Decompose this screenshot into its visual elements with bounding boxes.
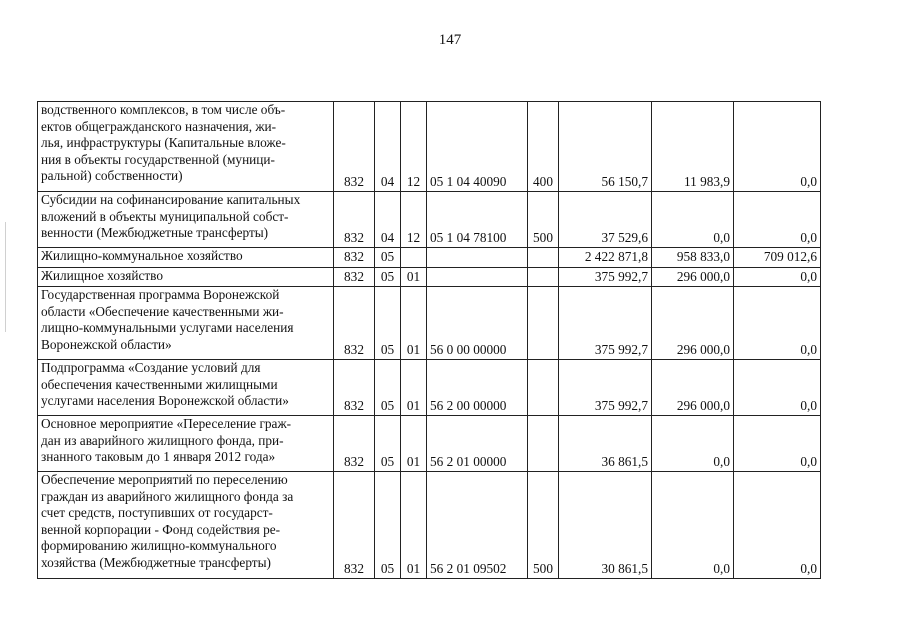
amount-year-2: 11 983,9 [652, 102, 734, 192]
target-article-code [427, 267, 528, 287]
subsection-code: 01 [401, 287, 427, 360]
section-code: 05 [375, 360, 401, 416]
expense-type-code: 500 [528, 192, 559, 248]
target-article-code: 56 2 00 00000 [427, 360, 528, 416]
expense-type-code [528, 267, 559, 287]
amount-year-3: 0,0 [734, 267, 821, 287]
expense-type-code: 400 [528, 102, 559, 192]
budget-table [37, 101, 821, 579]
subsection-code: 12 [401, 102, 427, 192]
table-row [38, 267, 821, 287]
scan-margin-mark [5, 222, 6, 332]
target-article-code: 56 2 01 00000 [427, 416, 528, 472]
amount-year-1: 37 529,6 [559, 192, 652, 248]
row-name: Основное мероприятие «Переселение граж- дан из аварийного жилищного фонда, при- знанного таковым до 1 января 2012 года» [38, 416, 334, 472]
section-code: 05 [375, 416, 401, 472]
amount-year-3: 709 012,6 [734, 248, 821, 268]
amount-year-1: 30 861,5 [559, 472, 652, 579]
row-name: Подпрограмма «Создание условий для обеспечения качественными жилищными услугами населения Воронежской области» [38, 360, 334, 416]
ministry-code: 832 [334, 416, 375, 472]
ministry-code: 832 [334, 472, 375, 579]
amount-year-3: 0,0 [734, 360, 821, 416]
subsection-code: 12 [401, 192, 427, 248]
amount-year-2: 0,0 [652, 472, 734, 579]
row-name: Жилищно-коммунальное хозяйство [38, 248, 334, 268]
expense-type-code [528, 287, 559, 360]
expense-type-code [528, 248, 559, 268]
amount-year-2: 0,0 [652, 192, 734, 248]
subsection-code: 01 [401, 416, 427, 472]
amount-year-3: 0,0 [734, 287, 821, 360]
row-name: Жилищное хозяйство [38, 267, 334, 287]
ministry-code: 832 [334, 102, 375, 192]
amount-year-1: 375 992,7 [559, 360, 652, 416]
amount-year-2: 296 000,0 [652, 360, 734, 416]
ministry-code: 832 [334, 360, 375, 416]
amount-year-3: 0,0 [734, 102, 821, 192]
ministry-code: 832 [334, 287, 375, 360]
expense-type-code: 500 [528, 472, 559, 579]
row-name: Государственная программа Воронежской области «Обеспечение качественными жи- лищно-коммунальными услугами населения Воронежской области» [38, 287, 334, 360]
target-article-code: 05 1 04 78100 [427, 192, 528, 248]
amount-year-3: 0,0 [734, 192, 821, 248]
table-row [38, 472, 821, 579]
amount-year-3: 0,0 [734, 472, 821, 579]
amount-year-1: 375 992,7 [559, 287, 652, 360]
section-code: 04 [375, 102, 401, 192]
row-name: Обеспечение мероприятий по переселению граждан из аварийного жилищного фонда за счет средств, поступивших от государст- венной корпорации - Фонд содействия ре- формированию жилищно-коммунального хозяйства (Межбюджетные трансферты) [38, 472, 334, 579]
subsection-code: 01 [401, 472, 427, 579]
amount-year-1: 36 861,5 [559, 416, 652, 472]
row-name: водственного комплексов, в том числе объ- ектов общегражданского назначения, жи- лья, инфраструктуры (Капитальные вложе- ния в объекты государственной (муници- pальной) собственности) [38, 102, 334, 192]
amount-year-1: 375 992,7 [559, 267, 652, 287]
table-row [38, 248, 821, 268]
table-row [38, 360, 821, 416]
table-row [38, 416, 821, 472]
subsection-code [401, 248, 427, 268]
section-code: 05 [375, 248, 401, 268]
amount-year-2: 0,0 [652, 416, 734, 472]
page-number: 147 [438, 32, 462, 48]
amount-year-2: 296 000,0 [652, 287, 734, 360]
expense-type-code [528, 416, 559, 472]
ministry-code: 832 [334, 248, 375, 268]
amount-year-1: 2 422 871,8 [559, 248, 652, 268]
amount-year-2: 296 000,0 [652, 267, 734, 287]
target-article-code: 05 1 04 40090 [427, 102, 528, 192]
row-name: Субсидии на софинансирование капитальных вложений в объекты муниципальной собст- венности (Межбюджетные трансферты) [38, 192, 334, 248]
subsection-code: 01 [401, 267, 427, 287]
target-article-code [427, 248, 528, 268]
table-row [38, 102, 821, 192]
ministry-code: 832 [334, 192, 375, 248]
amount-year-1: 56 150,7 [559, 102, 652, 192]
expense-type-code [528, 360, 559, 416]
section-code: 05 [375, 287, 401, 360]
amount-year-2: 958 833,0 [652, 248, 734, 268]
subsection-code: 01 [401, 360, 427, 416]
target-article-code: 56 0 00 00000 [427, 287, 528, 360]
table-row [38, 287, 821, 360]
target-article-code: 56 2 01 09502 [427, 472, 528, 579]
section-code: 04 [375, 192, 401, 248]
section-code: 05 [375, 472, 401, 579]
table-row [38, 192, 821, 248]
section-code: 05 [375, 267, 401, 287]
amount-year-3: 0,0 [734, 416, 821, 472]
ministry-code: 832 [334, 267, 375, 287]
